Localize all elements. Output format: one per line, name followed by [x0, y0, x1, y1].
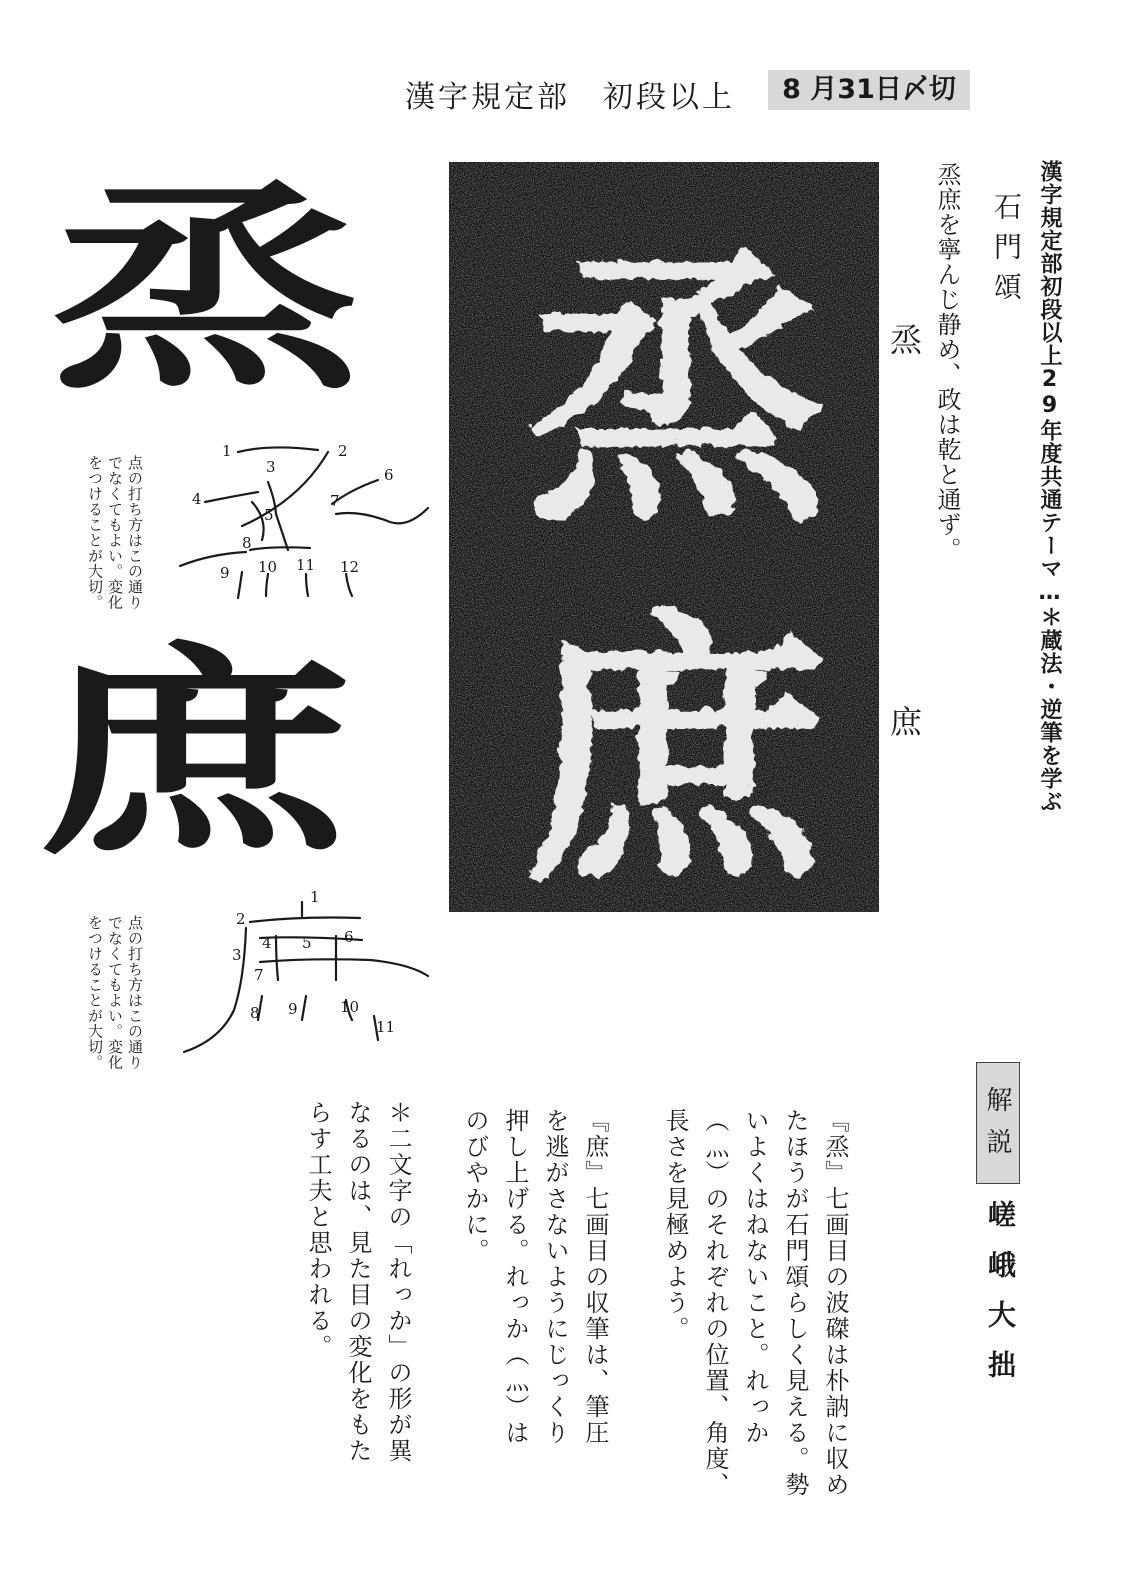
stroke-number: 2: [338, 442, 348, 460]
stroke-order-diagram-1: [150, 430, 440, 610]
stroke-number: 4: [262, 934, 272, 952]
stroke-number: 1: [310, 888, 320, 906]
commentary-paragraph-2: 『庶』七画目の収筆は、筆圧を逃がさないようにじっくり押し上げる。れっか（灬）はのびやかに。: [461, 1108, 609, 1446]
stroke-number: 7: [254, 966, 264, 984]
commentary-heading: 解説: [976, 1062, 1020, 1184]
stroke-number: 10: [258, 558, 278, 576]
commentary-paragraph-1: 『烝』七画目の波磔は朴訥に収めたほうが石門頌らしく見える。勢いよくはねないこと。れっか（灬）のそれぞれの位置、角度、長さを見極めよう。: [661, 1108, 849, 1498]
annual-theme: 漢字規定部初段以上29年度共通テーマ…＊蔵法・逆筆を学ぶ: [1037, 160, 1062, 813]
stroke-number: 7: [330, 492, 340, 510]
stroke-number: 6: [344, 928, 354, 946]
stroke-note-1: 点の打ち方はこの通りでなくてもよい。変化をつけることが大切。: [86, 455, 144, 610]
model-char-2: 庶: [40, 620, 353, 885]
stroke-number: 11: [376, 1018, 396, 1036]
source-title: 石門頌: [990, 192, 1023, 312]
stroke-order-diagram-2: [150, 880, 440, 1080]
stone-rubbing-image: [449, 162, 879, 912]
stroke-number: 3: [232, 946, 242, 964]
char-label-2: 庶: [890, 703, 923, 741]
stroke-note-2: 点の打ち方はこの通りでなくてもよい。変化をつけることが大切。: [86, 915, 144, 1070]
commentary-paragraph-3: ＊二文字の「れっか」の形が異なるのは、見た目の変化をもたらす工夫と思われる。: [304, 1100, 412, 1464]
author-name: 嵯峨大拙: [984, 1200, 1017, 1400]
quote-text: 烝庶を寧んじ静め、政は乾と通ず。: [933, 162, 961, 562]
stroke-number: 11: [296, 556, 316, 574]
header-title: 漢字規定部 初段以上: [405, 80, 735, 115]
rubbing-char-2: 庶: [522, 580, 828, 912]
stroke-number: 4: [192, 490, 202, 508]
stroke-number: 5: [264, 506, 274, 524]
char-label-1: 烝: [890, 321, 923, 359]
model-char-1: 烝: [50, 160, 362, 420]
stroke-number: 9: [288, 1000, 298, 1018]
stroke-number: 10: [340, 998, 360, 1016]
stroke-number: 8: [250, 1004, 260, 1022]
stroke-number: 5: [302, 934, 312, 952]
stroke-number: 3: [266, 458, 276, 476]
stroke-number: 1: [222, 442, 232, 460]
stroke-number: 12: [340, 558, 360, 576]
stroke-number: 6: [384, 466, 394, 484]
stroke-number: 8: [242, 534, 252, 552]
stroke-number: 2: [236, 910, 246, 928]
deadline-badge: 8 月31日〆切: [768, 70, 970, 110]
stroke-number: 9: [220, 564, 230, 582]
rubbing-char-1: 烝: [522, 220, 828, 562]
